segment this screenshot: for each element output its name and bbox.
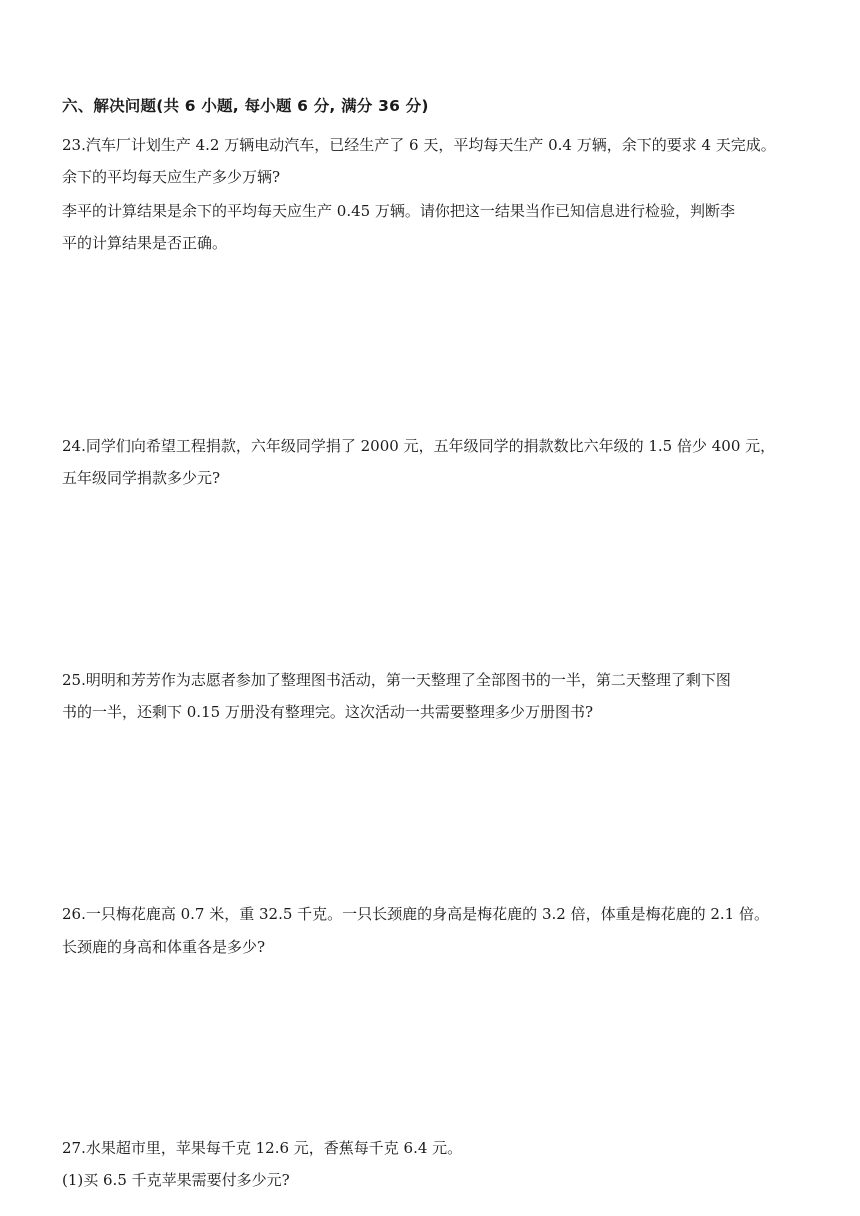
- question-24-line-1: 24.同学们向希望工程捐款，六年级同学捐了 2000 元，五年级同学的捐款数比六年级的 1.5 倍少 400 元，: [62, 437, 776, 455]
- question-23-line-3: 李平的计算结果是余下的平均每天应生产 0.45 万辆。请你把这一结果当作已知信息进行检验，判断李: [62, 202, 735, 220]
- question-23-line-4: 平的计算结果是否正确。: [62, 234, 228, 252]
- question-25-line-2: 书的一半，还剩下 0.15 万册没有整理完。这次活动一共需要整理多少万册图书?: [62, 703, 593, 721]
- section-title: 六、解决问题(共 6 小题, 每小题 6 分, 满分 36 分): [62, 97, 429, 115]
- question-23-line-2: 余下的平均每天应生产多少万辆?: [62, 168, 281, 186]
- question-27-line-2: (1)买 6.5 千克苹果需要付多少元?: [62, 1171, 290, 1189]
- question-27-line-1: 27.水果超市里，苹果每千克 12.6 元，香蕉每千克 6.4 元。: [62, 1139, 463, 1157]
- question-26-line-1: 26.一只梅花鹿高 0.7 米，重 32.5 千克。一只长颈鹿的身高是梅花鹿的 3.2 倍，体重是梅花鹿的 2.1 倍。: [62, 905, 769, 923]
- question-26-line-2: 长颈鹿的身高和体重各是多少?: [62, 938, 266, 956]
- question-25-line-1: 25.明明和芳芳作为志愿者参加了整理图书活动，第一天整理了全部图书的一半，第二天整理了剩下图: [62, 671, 731, 689]
- question-24-line-2: 五年级同学捐款多少元?: [62, 469, 221, 487]
- question-23-line-1: 23.汽车厂计划生产 4.2 万辆电动汽车，已经生产了 6 天，平均每天生产 0.4 万辆，余下的要求 4 天完成。: [62, 136, 776, 154]
